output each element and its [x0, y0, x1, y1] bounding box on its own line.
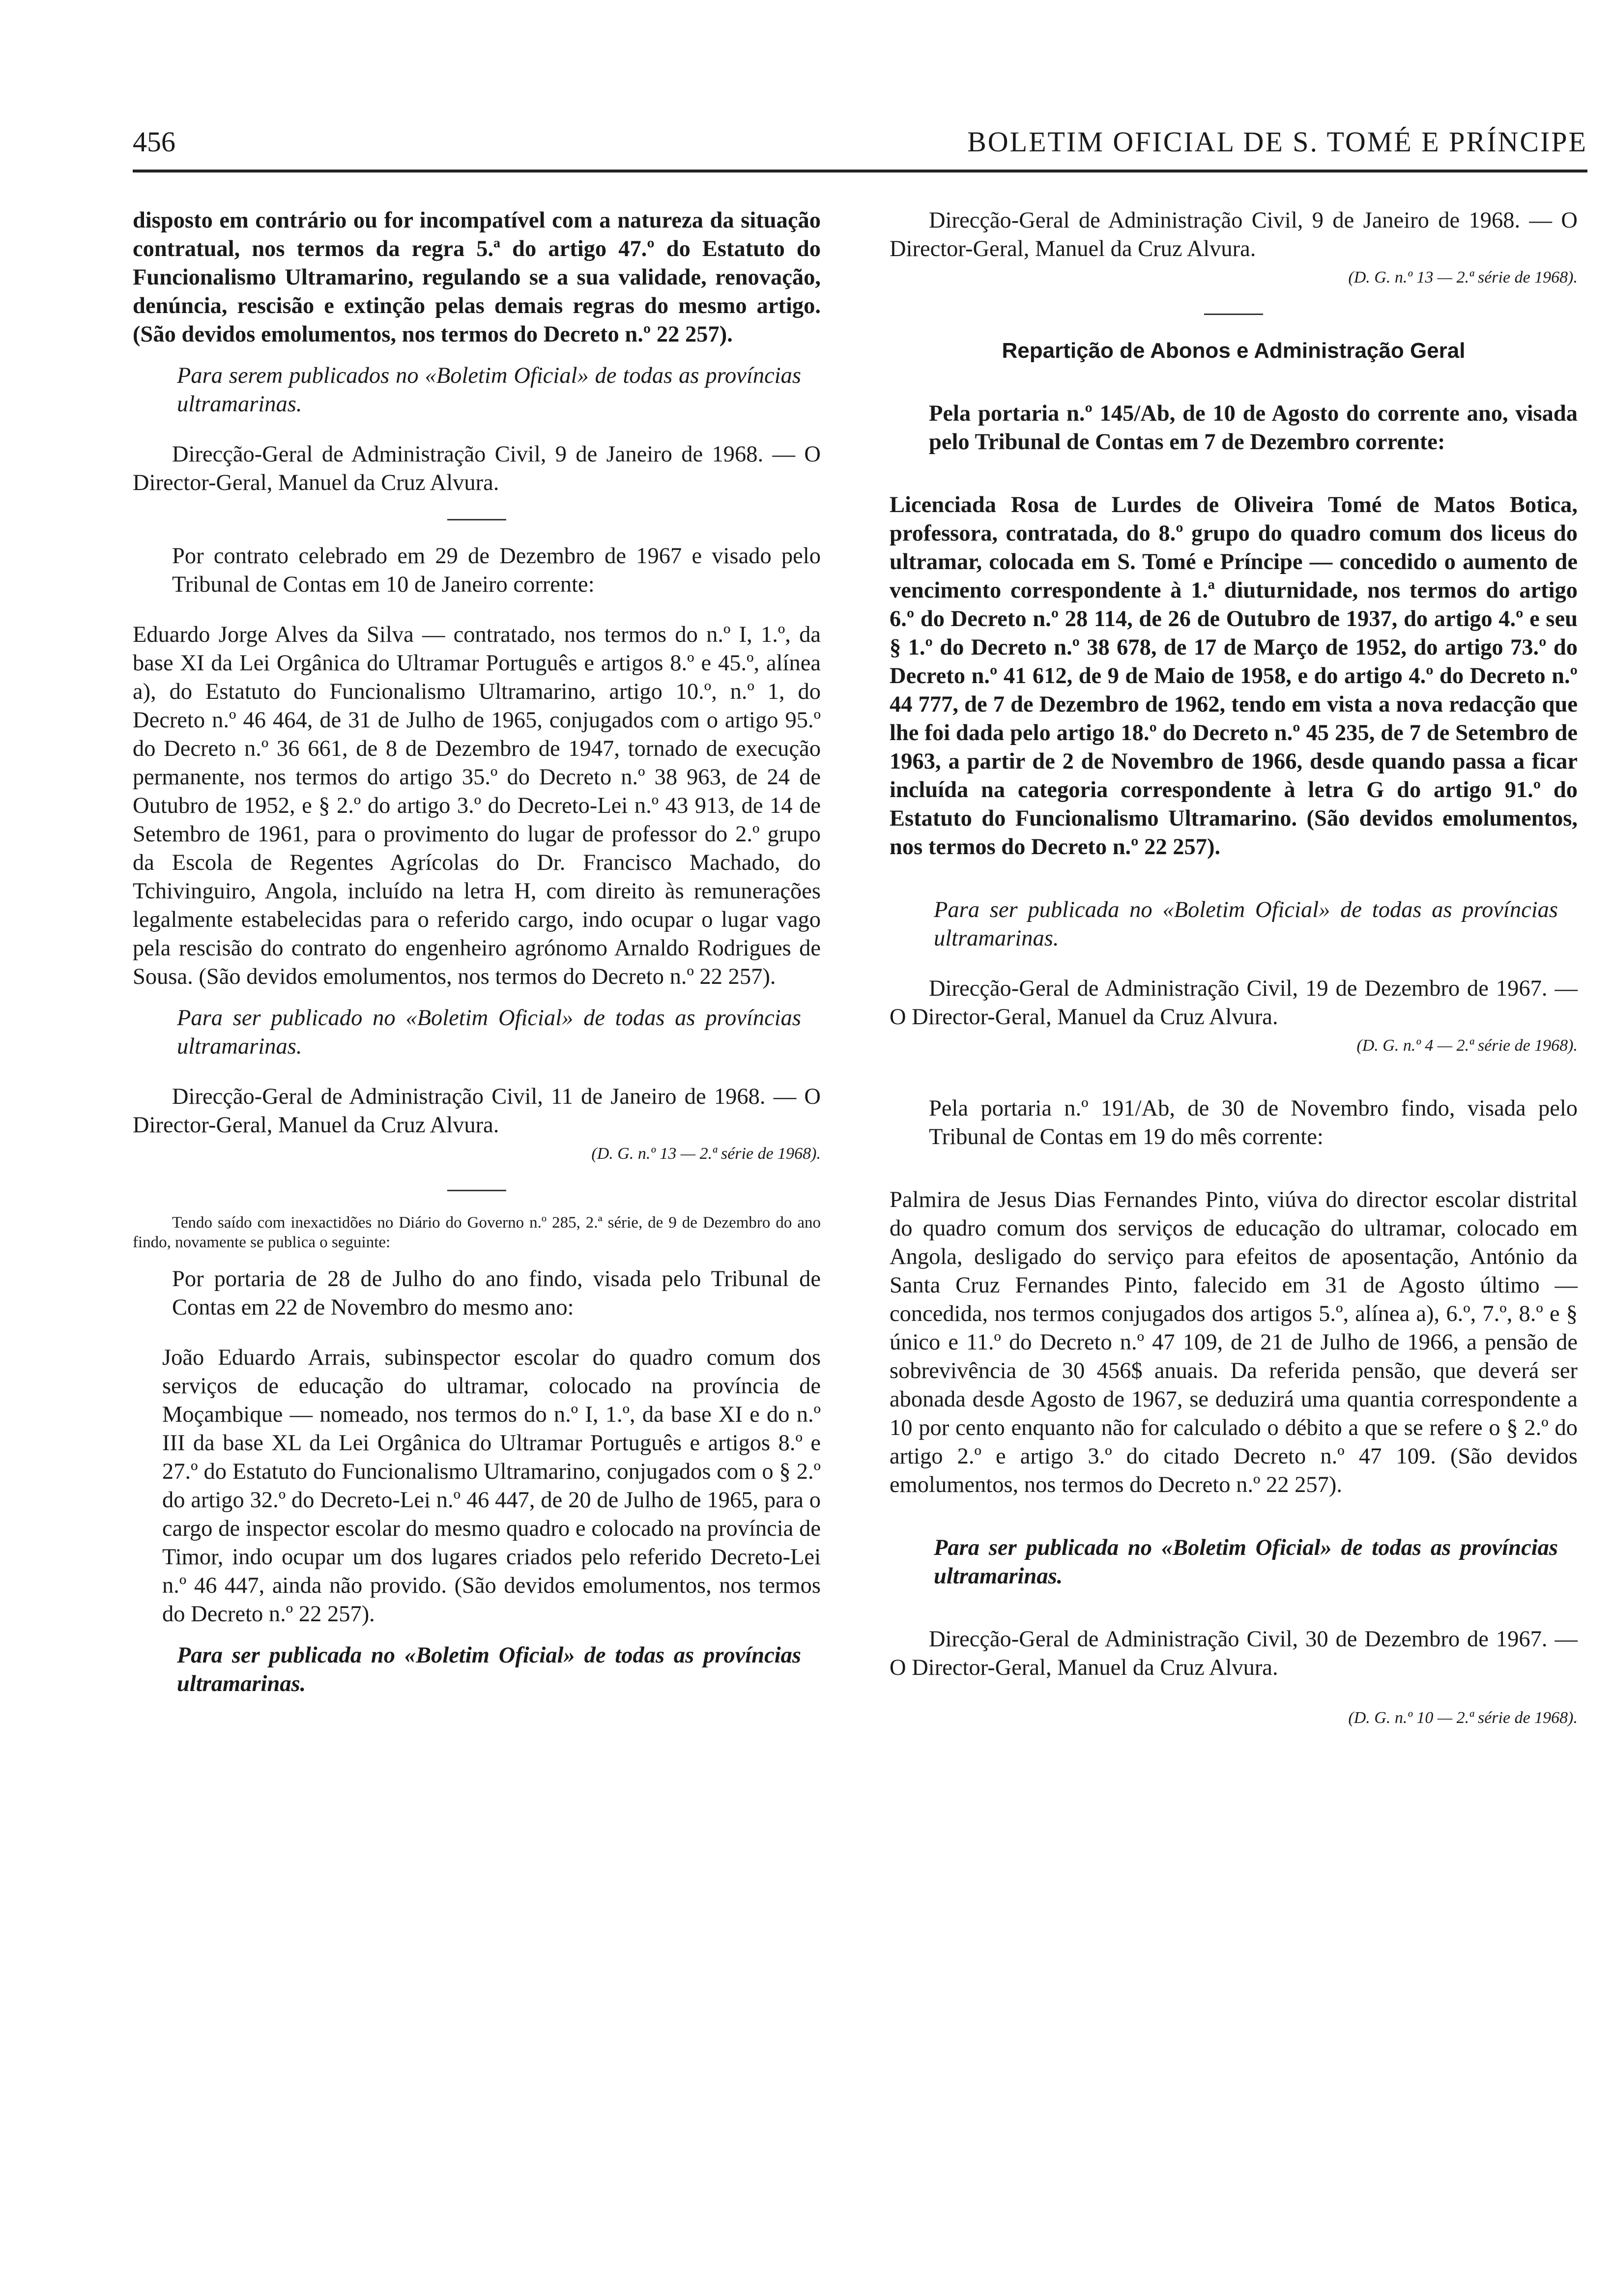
diario-citation: (D. G. n.º 13 — 2.ª série de 1968). [1348, 268, 1578, 287]
benefit-entry: Licenciada Rosa de Lurdes de Oliveira Tomé de Matos Botica, professora, contratada, do 8.º grupo do quadro comum dos liceus do ultramar, colocada em S. Tomé e Príncipe — concedido o aumento de vencimento correspondente à 1.ª diuturnidade, nos termos do artigo 6.º do Decreto n.º 28 114, de 26 de Outubro de 1937, do artigo 4.º e seu § 1.º do Decreto n.º 38 678, de 17 de Março de 1952, do artigo 73.º do Decreto n.º 41 612, de 9 de Maio de 1958, e do artigo 4.º do Decreto n.º 44 777, de 7 de Dezembro de 1962, tendo em vista a nova redacção que lhe foi dada pelo artigo 18.º do Decreto n.º 45 235, de 7 de Setembro de 1963, a partir de 2 de Novembro de 1966, desde quando passa a ficar incluída na categoria correspondente à letra G do artigo 91.º do Estatuto do Funcionalismo Ultramarino. (São devidos emolumentos, nos termos do Decreto n.º 22 257). [890, 492, 1578, 860]
portaria-intro: Por portaria de 28 de Julho do ano findo, visada pelo Tribunal de Contas em 22 de Novembro do mesmo ano: [172, 1266, 821, 1320]
publication-note: Para serem publicados no «Boletim Oficial» de todas as províncias ultramarinas. [177, 363, 801, 417]
signature-line: Direcção-Geral de Administração Civil, 19 de Dezembro de 1967. — O Director-Geral, Manuel da Cruz Alvura. [890, 976, 1578, 1030]
publication-note: Para ser publicada no «Boletim Oficial» de todas as províncias ultramarinas. [934, 1535, 1558, 1589]
portaria-intro: Pela portaria n.º 145/Ab, de 10 de Agosto do corrente ano, visada pelo Tribunal de Contas em 7 de Dezembro corrente: [929, 401, 1578, 455]
publication-note: Para ser publicado no «Boletim Oficial» de todas as províncias ultramarinas. [177, 1005, 801, 1059]
diario-citation: (D. G. n.º 10 — 2.ª série de 1968). [1348, 1709, 1578, 1727]
contract-intro: Por contrato celebrado em 29 de Dezembro de 1967 e visado pelo Tribunal de Contas em 10 de Janeiro corrente: [172, 544, 821, 597]
section-heading: Repartição de Abonos e Administração Geral [1002, 339, 1466, 363]
publication-note: Para ser publicada no «Boletim Oficial» de todas as províncias ultramarinas. [177, 1643, 801, 1696]
right-column [890, 206, 1578, 1732]
page-header [133, 125, 1587, 165]
diario-citation: (D. G. n.º 13 — 2.ª série de 1968). [591, 1145, 821, 1163]
portaria-intro: Pela portaria n.º 191/Ab, de 30 de Novembro findo, visada pelo Tribunal de Contas em 19 do mês corrente: [929, 1096, 1578, 1149]
appointment-entry: Eduardo Jorge Alves da Silva — contratado, nos termos do n.º I, 1.º, da base XI da Lei Orgânica do Ultramar Português e artigos 8.º e 45.º, alínea a), do Estatuto do Funcionalismo Ultramarino, artigo 10.º, n.º 1, do Decreto n.º 46 464, de 31 de Julho de 1965, conjugados com o artigo 95.º do Decreto n.º 36 661, de 8 de Dezembro de 1947, tornado de execução permanente, nos termos do artigo 35.º do Decreto n.º 38 963, de 24 de Outubro de 1952, e § 2.º do artigo 3.º do Decreto-Lei n.º 43 913, de 14 de Setembro de 1961, para o provimento do lugar de professor do 2.º grupo da Escola de Regentes Agrícolas do Dr. Francisco Machado, do Tchivinguiro, Angola, incluído na letra H, com direito às remunerações legalmente estabelecidas para o referido cargo, indo ocupar o lugar vago pela rescisão do contrato do engenheiro agrónomo Arnaldo Rodrigues de Sousa. (São devidos emolumentos, nos termos do Decreto n.º 22 257). [133, 622, 821, 989]
publication-note: Para ser publicada no «Boletim Oficial» de todas as províncias ultramarinas. [934, 897, 1558, 951]
signature-line: Direcção-Geral de Administração Civil, 9 de Janeiro de 1968. — O Director-Geral, Manuel da Cruz Alvura. [133, 442, 821, 495]
page-number: 456 [133, 126, 175, 158]
paragraph-continuation: disposto em contrário ou for incompatível com a natureza da situação contratual, nos termos da regra 5.ª do artigo 47.º do Estatuto do Funcionalismo Ultramarino, regulando se a sua validade, renovação, denúncia, rescisão e extinção pelas demais regras do mesmo artigo. (São devidos emolumentos, nos termos do Decreto n.º 22 257). [133, 208, 821, 347]
left-column [133, 206, 821, 1698]
diario-citation: (D. G. n.º 4 — 2.ª série de 1968). [1356, 1036, 1578, 1055]
correction-notice: Tendo saído com inexactidões no Diário do Governo n.º 285, 2.ª série, de 9 de Dezembro do ano findo, novamente se publica o seguinte: [133, 1214, 821, 1251]
signature-line: Direcção-Geral de Administração Civil, 9 de Janeiro de 1968. — O Director-Geral, Manuel da Cruz Alvura. [890, 208, 1578, 261]
pension-entry: Palmira de Jesus Dias Fernandes Pinto, viúva do director escolar distrital do quadro comum dos serviços de educação do ultramar, colocado em Angola, desligado do serviço para efeitos de aposentação, António da Santa Cruz Fernandes Pinto, falecido em 31 de Agosto último — concedida, nos termos conjugados dos artigos 5.º, alínea a), 6.º, 7.º, 8.º e § único e 11.º do Decreto n.º 47 109, de 21 de Julho de 1966, a pensão de sobrevivência de 30 456$ anuais. Da referida pensão, que deverá ser abonada desde Agosto de 1967, se deduzirá uma quantia correspondente a 10 por cento enquanto não for calculado o débito a que se refere o § 2.º do artigo 2.º e artigo 3.º do citado Decreto n.º 47 109. (São devidos emolumentos, nos termos do Decreto n.º 22 257). [890, 1187, 1578, 1497]
signature-line: Direcção-Geral de Administração Civil, 30 de Dezembro de 1967. — O Director-Geral, Manuel da Cruz Alvura. [890, 1627, 1578, 1680]
appointment-entry: João Eduardo Arrais, subinspector escolar do quadro comum dos serviços de educação do ultramar, colocado na província de Moçambique — nomeado, nos termos do n.º I, 1.º, da base XI e do n.º III da base XL da Lei Orgânica do Ultramar Português e artigos 8.º e 27.º do Estatuto do Funcionalismo Ultramarino, conjugados com o § 2.º do artigo 32.º do Decreto-Lei n.º 46 447, de 20 de Julho de 1965, para o cargo de inspector escolar do mesmo quadro e colocado na província de Timor, indo ocupar um dos lugares criados pelo referido Decreto-Lei n.º 46 447, ainda não provido. (São devidos emolumentos, nos termos do Decreto n.º 22 257). [162, 1345, 821, 1627]
publication-title: BOLETIM OFICIAL DE S. TOMÉ E PRÍNCIPE [967, 126, 1587, 158]
header-rule [133, 170, 1587, 172]
signature-line: Direcção-Geral de Administração Civil, 11 de Janeiro de 1968. — O Director-Geral, Manuel da Cruz Alvura. [133, 1084, 821, 1138]
